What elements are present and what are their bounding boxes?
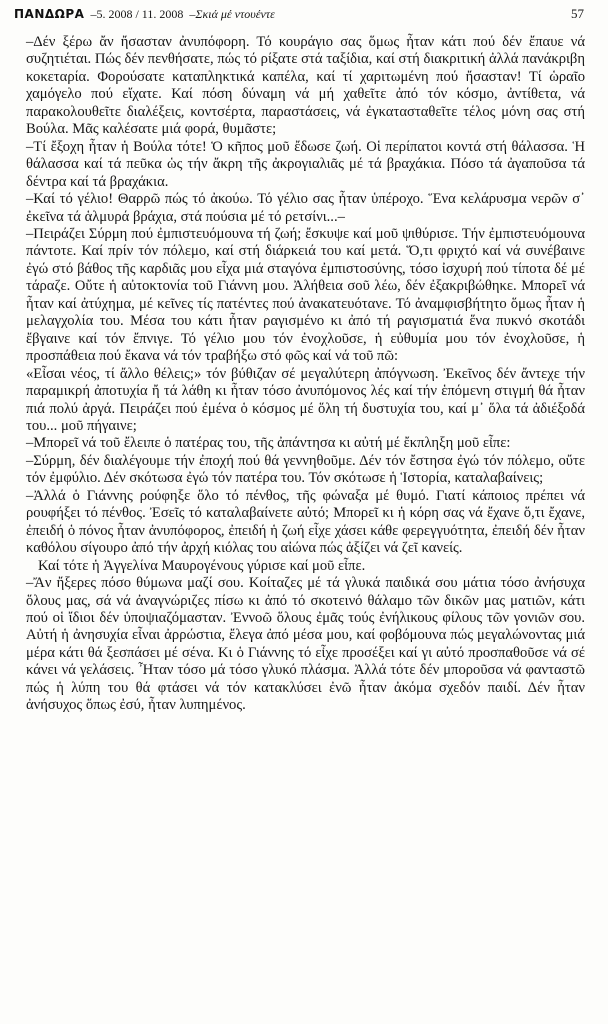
article-title: –Σκιά μέ ντουέντε <box>189 7 275 21</box>
article-body <box>26 34 585 715</box>
magazine-logo: ΠΑΝΔΩΡΑ <box>14 7 85 21</box>
paragraph: –Δέν ξέρω ἄν ἤσασταν ἀνυπόφορη. Τό κουράγιο σας ὅμως ἦταν κάτι πού δέν ἔπαυε νά συζητιέται. Πώς δέν πενθήσατε, πώς τό ρίξατε στά ταξίδια, καί στή διακριτική ἀλλά πανάκριβη κοκεταρία. Φορούσατε καταπληκτικά καπέλα, καί τί χαριτωμένη πού ἤσασταν! Τί ὡραῖο χαμόγελο πού εἴχατε. Καί πόση δύναμη νά μή χαθεῖτε ἀπό τόν κόσμο, ἀντίθετα, νά παρακολουθεῖτε διαλέξεις, κοντσέρτα, παραστάσεις, νά ἐγκατασταθεῖτε τέλος μόνη σας στή Βούλα. Μᾶς καλέσατε μιά φορά, θυμᾶστε; <box>26 34 585 138</box>
paragraph: –Πειράζει Σύρμη πού ἐμπιστευόμουνα τή ζωή; ἔσκυψε καί μοῦ ψιθύρισε. Τήν ἐμπιστευόμουνα πάντοτε. Καί πρίν τόν πόλεμο, καί στή διάρκειά του καί μετά. Ὅ,τι φριχτό καί νά συνέβαινε ἐγώ στό βάθος τῆς καρδιᾶς μου εἶχα μιά σταγόνα ἐμπιστοσύνης, τόσο ἰσχυρή πού τίποτα δέ μέ τάραζε. Οὔτε ἡ αὐτοκτονία τοῦ Γιάννη μου. Ἀλήθεια σοῦ λέω, δέν ἐξακριβώθηκε. Μπορεῖ νά ἦταν καί ἀτύχημα, μέ κεῖνες τίς πατέντες πού ἀνακατευότανε. Τό ἀναμφισβήτητο ὅμως ἦταν ἡ μελαγχολία του. Μέσα του κάτι ἦταν ραγισμένο κι ἀπό τή ραγισματιά ἕνα πυκνό σκοτάδι ἔβγαινε καί τόν ἔπνιγε. Τό γέλιο μου τόν ἐνοχλοῦσε, ἡ εὐθυμία μου τόν ἐνοχλοῦσε, ἡ προσπάθεια πού ἔκανα νά τόν τραβήξω στό φῶς καί νά τοῦ πῶ: <box>26 225 585 365</box>
running-header <box>14 6 584 26</box>
paragraph: –Καί τό γέλιο! Θαρρῶ πώς τό ἀκούω. Τό γέλιο σας ἦταν ὑπέροχο. Ἕνα κελάρυσμα νερῶν σ᾿ ἐκεῖνα τά ἁλμυρά βράχια, στά πούσια μέ τό ρετσίνι...– <box>26 191 585 225</box>
paragraph: «Εἶσαι νέος, τί ἄλλο θέλεις;» τόν βύθιζαν σέ μεγαλύτερη ἀπόγνωση. Ἐκεῖνος δέν ἄντεχε τήν παραμικρή ἀποτυχία ἤ τά λάθη κι ἦταν τόσο ἀνυπόμονος λές καί τήν ἑπόμενη στιγμή θά ἦταν πιά πολύ ἀργά. Πειράζει πού ἐμένα ὁ κόσμος μέ ὅλη τή δυστυχία του, καί μ᾿ ὅλα τά ἀδιέξοδά του... μοῦ πήγαινε; <box>26 365 585 434</box>
paragraph: Καί τότε ἡ Ἀγγελίνα Μαυρογένους γύρισε καί μοῦ εἶπε. <box>38 557 366 574</box>
paragraph: –Ἄν ἤξερες πόσο θύμωνα μαζί σου. Κοίταζες μέ τά γλυκά παιδικά σου μάτια τόσο ἀνήσυχα ὅλους μας, σά νά ἀναγνώριζες πίσω κι ἀπό τό σκοτεινό θάλαμο τῶν δικῶν μας ματιῶν, κάτι πού οἱ ἴδιοι δέν ὑποψιαζόμασταν. Ἐννοῶ ὅλους ἐμᾶς τούς ἐνήλικους φίλους τῶν γονιῶν σου. Αὐτή ἡ ἀνησυχία εἶναι ἀρρώστια, ἔλεγα ἀπό μέσα μου, καί φοβόμουνα πώς μεγαλώνοντας μιά μέρα κάτι θά ξεσπάσει μέ σένα. Κι ὁ Γιάννης τό εἶχε προσέξει καί γι αὐτό προσπαθοῦσε νά σέ κάνει νά γελάσεις. Ἦταν τόσο μά τόσο γλυκό πλάσμα. Ἀλλά τότε δέν μποροῦσα νά φανταστῶ πώς ἡ λύπη του θά φτάσει νά τόν κατακλύσει ἐνῶ ἦταν ἀκόμα σχεδόν παιδί. Δέν ἦταν ἀνήσυχος ὅπως ἐσύ, ἦταν λυπημένος. <box>26 575 585 714</box>
paragraph: –Σύρμη, δέν διαλέγουμε τήν ἐποχή πού θά γεννηθοῦμε. Δέν τόν ἔστησα ἐγώ τόν πόλεμο, οὔτε τόν ἐμφύλιο. Δέν σκότωσα ἐγώ τόν πατέρα του. Τόν σκότωσε ἡ Ἱστορία, καταλαβαίνεις; <box>26 452 585 487</box>
issue-date: –5. 2008 / 11. 2008 <box>90 7 184 21</box>
paragraph: –Μπορεῖ νά τοῦ ἔλειπε ὁ πατέρας του, τῆς ἀπάντησα κι αὐτή μέ ἔκπληξη μοῦ εἶπε: <box>26 435 511 452</box>
paragraph: –Ἀλλά ὁ Γιάννης ρούφηξε ὅλο τό πένθος, τῆς φώναξα μέ θυμό. Γιατί κάποιος πρέπει νά ρουφήξει τό πένθος. Ἐσεῖς τό καταλαβαίνετε αὐτό; Μπορεῖ κι ἡ κόρη σας νά ἔχανε ὅ,τι ἔχανε, ἐπειδή ὁ πόνος ἦταν ἀνυπόφορος, ἐπειδή ἡ ζωή εἶχε χάσει κάθε φερεγγυότητα, ἐπειδή δέν ἦταν καθόλου σίγουρο ἀπό τήν ἀρχή κιόλας του αἰώνα πώς ἀξίζει νά ζεῖ κανείς. <box>26 487 585 557</box>
page-number: 57 <box>571 6 584 21</box>
paragraph: –Τί ἔξοχη ἦταν ἡ Βούλα τότε! Ὁ κῆπος μοῦ ἔδωσε ζωή. Οἱ περίπατοι κοντά στή θάλασσα. Ἡ θάλασσα καί τά πεῦκα ὡς τήν ἄκρη τῆς ἀκρογιαλιᾶς μέ τά βραχάκια. Πόσο τά ἀγαποῦσα τά δέντρα καί τά βραχάκια. <box>26 138 585 190</box>
